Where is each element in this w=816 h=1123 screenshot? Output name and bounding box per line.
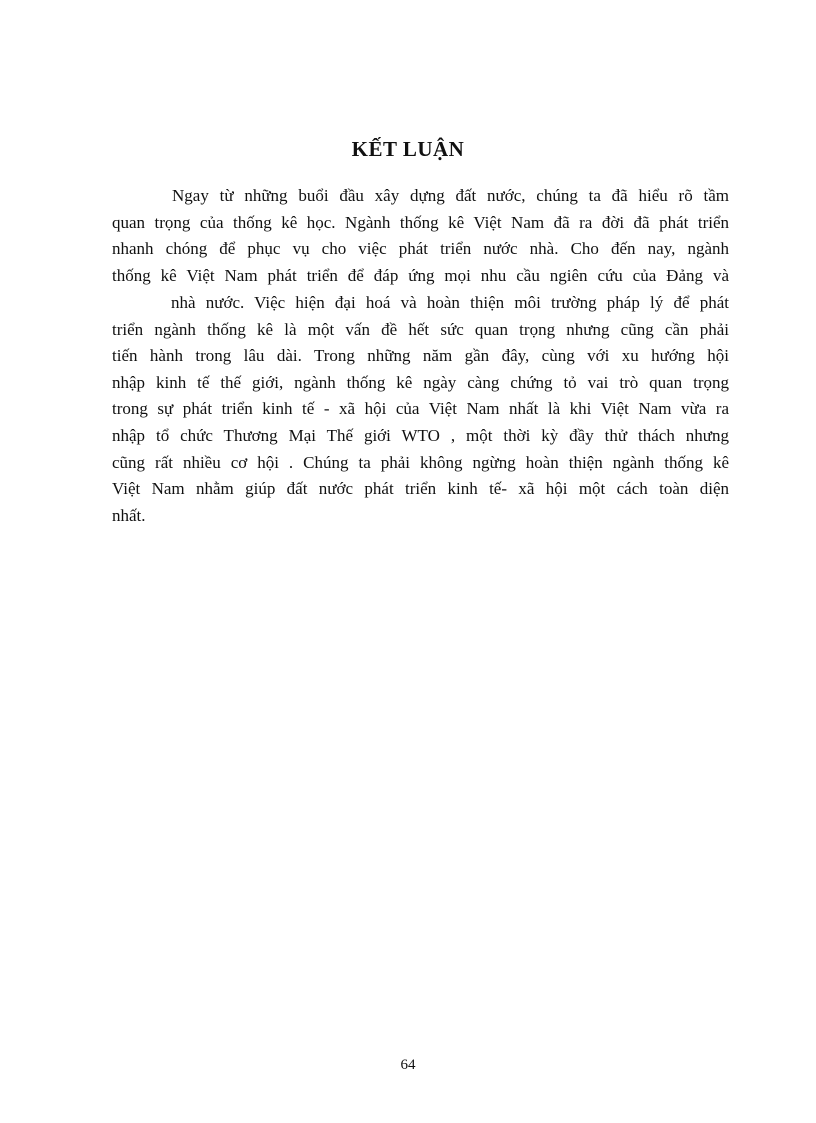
paragraph-2-line-8: Việt Nam nhằm giúp đất nước phát triển kinh tế- xã hội một cách toàn diện <box>112 479 729 499</box>
page-number: 64 <box>400 1057 416 1073</box>
paragraph-1-line-4: thống kê Việt Nam phát triển để đáp ứng mọi nhu cầu ngiên cứu của Đảng và <box>112 265 729 285</box>
paragraph-2-line-1: nhà nước. Việc hiện đại hoá và hoàn thiện môi trường pháp lý để phát <box>171 293 729 312</box>
paragraph-2-line-5: trong sự phát triển kinh tế - xã hội của Việt Nam nhất là khi Việt Nam vừa ra <box>112 399 729 419</box>
paragraph-1-line-3: nhanh chóng để phục vụ cho việc phát triển nước nhà. Cho đến nay, ngành <box>112 239 729 259</box>
paragraph-2-line-2: triển ngành thống kê là một vấn đề hết sức quan trọng nhưng cũng cần phải <box>112 319 729 339</box>
paragraph-2-line-3: tiến hành trong lâu dài. Trong những năm gần đây, cùng với xu hướng hội <box>112 346 729 366</box>
paragraph-2-line-4: nhập kinh tế thế giới, ngành thống kê ngày càng chứng tỏ vai trò quan trọng <box>112 372 729 392</box>
paragraph-2-line-6: nhập tổ chức Thương Mại Thế giới WTO , một thời kỳ đầy thử thách nhưng <box>112 425 729 445</box>
paragraph-2 <box>112 290 729 529</box>
paragraph-1-line-1: Ngay từ những buổi đầu xây dựng đất nước, chúng ta đã hiểu rõ tầm <box>172 186 729 205</box>
paragraph-1-line-2: quan trọng của thống kê học. Ngành thống kê Việt Nam đã ra đời đã phát triển <box>112 212 729 232</box>
paragraph-2-line-9: nhất. <box>112 505 146 525</box>
paragraph-1 <box>112 183 729 289</box>
page-title: KẾT LUẬN <box>351 137 465 161</box>
paragraph-2-line-7: cũng rất nhiều cơ hội . Chúng ta phải không ngừng hoàn thiện ngành thống kê <box>112 452 729 472</box>
